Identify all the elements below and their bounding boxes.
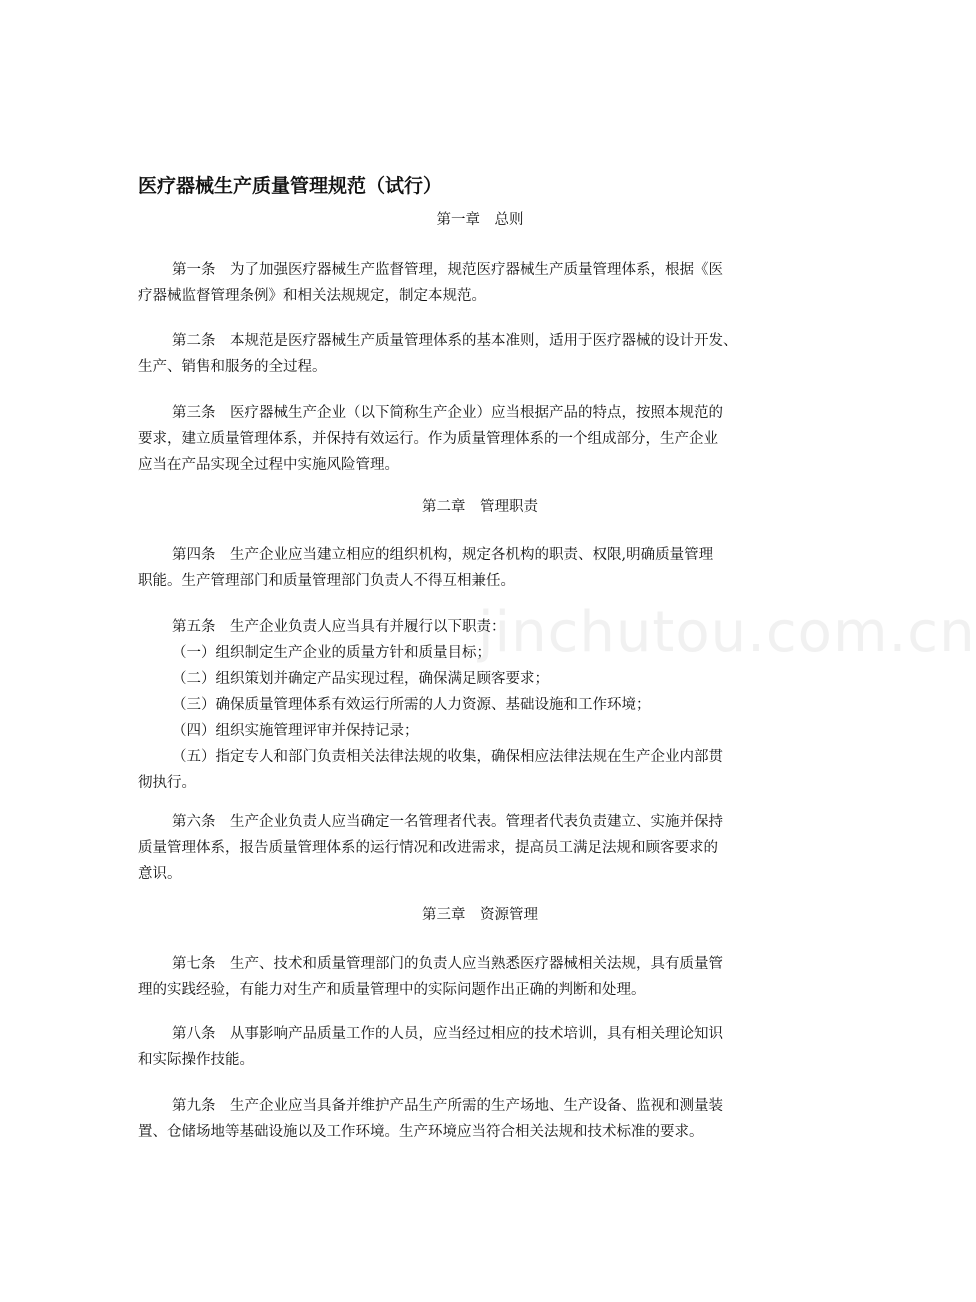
article-4 [138, 542, 790, 594]
article-7 [138, 951, 790, 1003]
article-6-line: 意识。 [138, 866, 182, 882]
article-4-line: 职能。生产管理部门和质量管理部门负责人不得互相兼任。 [138, 573, 515, 589]
article-5-item: （四）组织实施管理评审并保持记录； [172, 723, 419, 739]
article-5 [138, 614, 790, 796]
article-8 [138, 1021, 790, 1073]
article-1 [138, 257, 790, 309]
article-7-line: 理的实践经验，有能力对生产和质量管理中的实际问题作出正确的判断和处理。 [138, 982, 646, 998]
chapter-heading-3: 第三章 资源管理 [422, 907, 538, 923]
article-7-line: 第七条 生产、技术和质量管理部门的负责人应当熟悉医疗器械相关法规，具有质量管 [172, 956, 723, 972]
document-title: 医疗器械生产质量管理规范（试行） [138, 175, 443, 197]
article-2-line: 第二条 本规范是医疗器械生产质量管理体系的基本准则，适用于医疗器械的设计开发、 [172, 333, 738, 349]
article-5-item: （三）确保质量管理体系有效运行所需的人力资源、基础设施和工作环境； [172, 697, 651, 713]
article-2-line: 生产、销售和服务的全过程。 [138, 359, 327, 375]
article-1-line: 疗器械监督管理条例》和相关法规规定，制定本规范。 [138, 288, 486, 304]
article-5-item: （五）指定专人和部门负责相关法律法规的收集，确保相应法律法规在生产企业内部贯 [172, 749, 723, 765]
article-3 [138, 400, 790, 478]
article-6 [138, 809, 790, 887]
watermark: jinchutou.com.cn [478, 600, 976, 665]
article-9-line: 第九条 生产企业应当具备并维护产品生产所需的生产场地、生产设备、监视和测量装 [172, 1098, 723, 1114]
article-3-line: 应当在产品实现全过程中实施风险管理。 [138, 457, 399, 473]
article-5-line: 彻执行。 [138, 775, 196, 791]
article-6-line: 质量管理体系，报告质量管理体系的运行情况和改进需求，提高员工满足法规和顾客要求的 [138, 840, 718, 856]
article-5-item: （一）组织制定生产企业的质量方针和质量目标； [172, 645, 491, 661]
article-9-line: 置、仓储场地等基础设施以及工作环境。生产环境应当符合相关法规和技术标准的要求。 [138, 1124, 704, 1140]
chapter-heading-1: 第一章 总则 [436, 212, 524, 228]
article-4-line: 第四条 生产企业应当建立相应的组织机构，规定各机构的职责、权限,明确质量管理 [172, 547, 714, 563]
chapter-heading-2: 第二章 管理职责 [422, 499, 538, 515]
article-5-line: 第五条 生产企业负责人应当具有并履行以下职责： [172, 619, 506, 635]
article-8-line: 和实际操作技能。 [138, 1052, 254, 1068]
article-3-line: 第三条 医疗器械生产企业（以下简称生产企业）应当根据产品的特点，按照本规范的 [172, 405, 723, 421]
article-9 [138, 1093, 790, 1145]
article-6-line: 第六条 生产企业负责人应当确定一名管理者代表。管理者代表负责建立、实施并保持 [172, 814, 723, 830]
article-2 [138, 328, 790, 380]
article-8-line: 第八条 从事影响产品质量工作的人员，应当经过相应的技术培训，具有相关理论知识 [172, 1026, 723, 1042]
article-3-line: 要求，建立质量管理体系，并保持有效运行。作为质量管理体系的一个组成部分，生产企业 [138, 431, 718, 447]
article-5-item: （二）组织策划并确定产品实现过程，确保满足顾客要求； [172, 671, 549, 687]
article-1-line: 第一条 为了加强医疗器械生产监督管理，规范医疗器械生产质量管理体系，根据《医 [172, 262, 723, 278]
